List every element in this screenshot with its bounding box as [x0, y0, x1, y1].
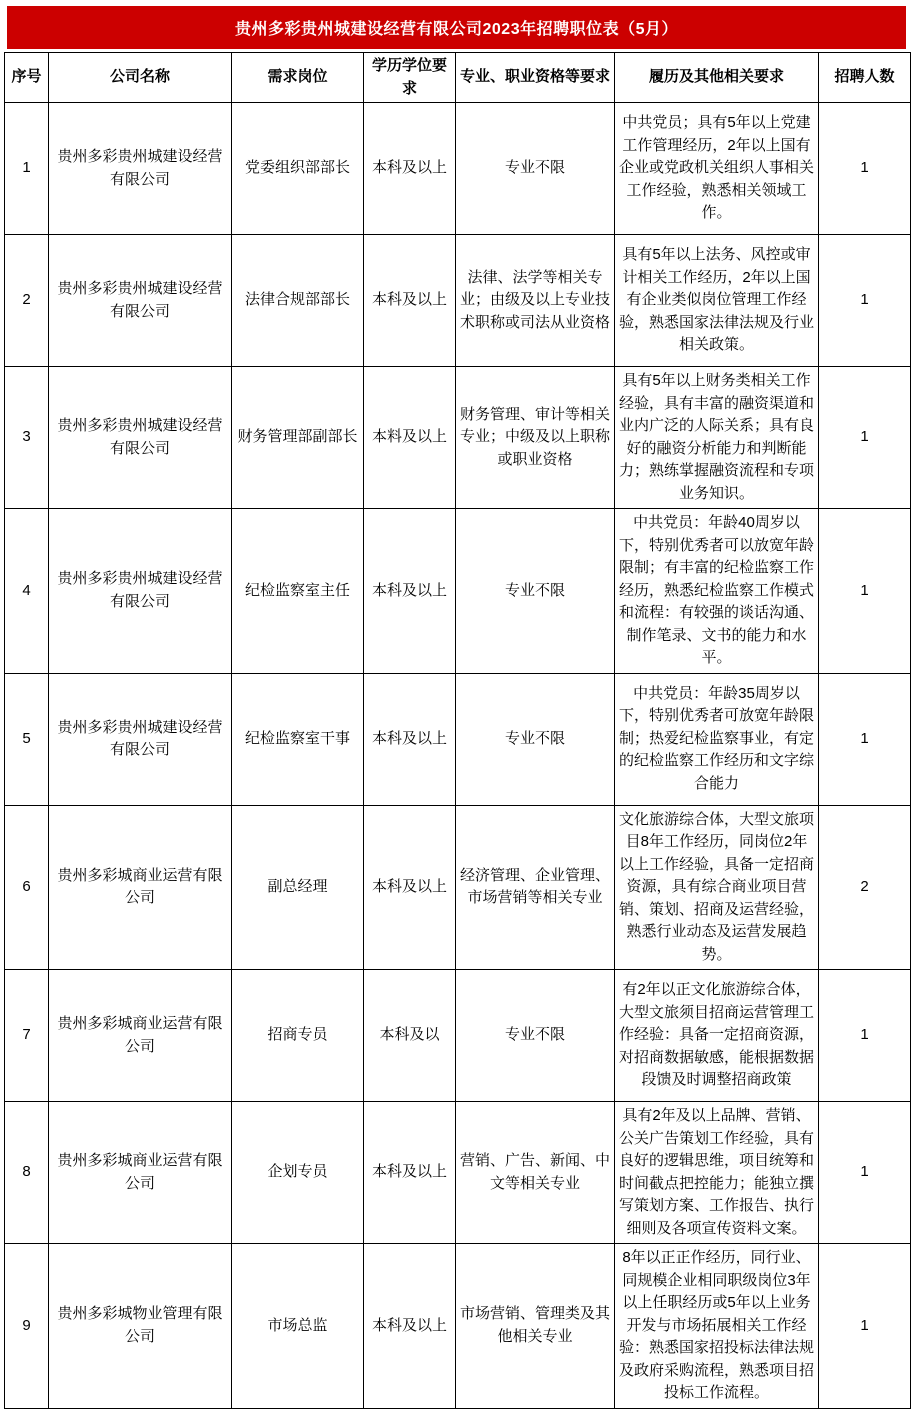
column-header-no: 序号	[5, 53, 49, 103]
cell-no: 6	[5, 805, 49, 970]
cell-major: 专业不限	[456, 509, 615, 674]
cell-requirements: 具有2年及以上品牌、营销、公关广告策划工作经验，具有良好的逻辑思维，项目统筹和时间截点把控能力；能独立撰写策划方案、工作报告、执行细则及各项宣传资料文案。	[615, 1102, 819, 1244]
cell-no: 1	[5, 103, 49, 235]
cell-position: 纪检监察室干事	[232, 673, 364, 805]
cell-education: 本科及以上	[364, 673, 456, 805]
cell-education: 本科及以	[364, 970, 456, 1102]
column-header-requirements: 履历及其他相关要求	[615, 53, 819, 103]
table-body	[5, 103, 911, 1409]
cell-major: 专业不限	[456, 970, 615, 1102]
cell-major: 法律、法学等相关专业；由级及以上专业技术职称或司法从业资格	[456, 235, 615, 367]
cell-major: 营销、广告、新闻、中文等相关专业	[456, 1102, 615, 1244]
cell-company: 贵州多彩贵州城建设经营有限公司	[49, 235, 232, 367]
cell-major: 经济管理、企业管理、市场营销等相关专业	[456, 805, 615, 970]
cell-position: 企划专员	[232, 1102, 364, 1244]
header-row	[5, 53, 911, 103]
cell-requirements: 具有5年以上财务类相关工作经验，具有丰富的融资渠道和业内广泛的人际关系；具有良好的融资分析能力和判断能力；熟练掌握融资流程和专项业务知识。	[615, 367, 819, 509]
cell-requirements: 文化旅游综合体，大型文旅项目8年工作经历，同岗位2年以上工作经验，具备一定招商资源，具有综合商业项目营销、策划、招商及运营经验，熟悉行业动态及运营发展趋势。	[615, 805, 819, 970]
cell-major: 财务管理、审计等相关专业；中级及以上职称或职业资格	[456, 367, 615, 509]
cell-position: 财务管理部副部长	[232, 367, 364, 509]
cell-no: 8	[5, 1102, 49, 1244]
column-header-position: 需求岗位	[232, 53, 364, 103]
cell-count: 1	[819, 1244, 911, 1409]
cell-education: 本科及以上	[364, 509, 456, 674]
cell-position: 党委组织部部长	[232, 103, 364, 235]
cell-count: 1	[819, 235, 911, 367]
cell-education: 本科及以上	[364, 805, 456, 970]
table-row	[5, 367, 911, 509]
cell-position: 法律合规部部长	[232, 235, 364, 367]
cell-position: 副总经理	[232, 805, 364, 970]
cell-requirements: 有2年以正文化旅游综合体，大型文旅须目招商运营管理工作经验：具备一定招商资源，对招商数据敏感，能根据数据段馈及时调整招商政策	[615, 970, 819, 1102]
table-row	[5, 1102, 911, 1244]
cell-major: 专业不限	[456, 673, 615, 805]
cell-count: 1	[819, 103, 911, 235]
cell-requirements: 8年以正正作经历，同行业、同规模企业相同职级岗位3年以上任职经历或5年以上业务开发与市场拓展相关工作经验：熟悉国家招投标法律法规及政府采购流程，熟悉项目招投标工作流程。	[615, 1244, 819, 1409]
cell-no: 3	[5, 367, 49, 509]
cell-company: 贵州多彩城商业运营有限公司	[49, 805, 232, 970]
cell-company: 贵州多彩城商业运营有限公司	[49, 970, 232, 1102]
cell-company: 贵州多彩贵州城建设经营有限公司	[49, 509, 232, 674]
cell-count: 1	[819, 970, 911, 1102]
cell-no: 7	[5, 970, 49, 1102]
cell-no: 2	[5, 235, 49, 367]
cell-requirements: 中共党员；具有5年以上党建工作管理经历，2年以上国有企业或党政机关组织人事相关工作经验，熟悉相关领域工作。	[615, 103, 819, 235]
cell-education: 本科及以上	[364, 1102, 456, 1244]
table-row	[5, 103, 911, 235]
cell-company: 贵州多彩城商业运营有限公司	[49, 1102, 232, 1244]
cell-no: 5	[5, 673, 49, 805]
cell-education: 本料及以上	[364, 367, 456, 509]
table-row	[5, 673, 911, 805]
cell-requirements: 中共党员：年龄40周岁以下，特别优秀者可以放宽年龄限制；有丰富的纪检监察工作经历，熟悉纪检监察工作模式和流程：有较强的谈话沟通、制作笔录、文书的能力和水平。	[615, 509, 819, 674]
cell-count: 1	[819, 673, 911, 805]
cell-company: 贵州多彩贵州城建设经营有限公司	[49, 367, 232, 509]
cell-position: 市场总监	[232, 1244, 364, 1409]
table-row	[5, 805, 911, 970]
cell-count: 1	[819, 509, 911, 674]
cell-education: 本科及以上	[364, 103, 456, 235]
table-row	[5, 970, 911, 1102]
recruitment-table	[4, 52, 911, 1409]
table-row	[5, 509, 911, 674]
cell-no: 4	[5, 509, 49, 674]
cell-major: 专业不限	[456, 103, 615, 235]
page-title: 贵州多彩贵州城建设经营有限公司2023年招聘职位表（5月）	[7, 6, 906, 49]
cell-company: 贵州多彩贵州城建设经营有限公司	[49, 103, 232, 235]
cell-position: 纪检监察室主任	[232, 509, 364, 674]
cell-requirements: 中共党员：年龄35周岁以下，特别优秀者可放宽年龄限制；热爱纪检监察事业，有定的纪检监察工作经历和文字综合能力	[615, 673, 819, 805]
cell-major: 市场营销、管理类及其他相关专业	[456, 1244, 615, 1409]
cell-company: 贵州多彩城物业管理有限公司	[49, 1244, 232, 1409]
cell-company: 贵州多彩贵州城建设经营有限公司	[49, 673, 232, 805]
cell-position: 招商专员	[232, 970, 364, 1102]
cell-education: 本科及以上	[364, 1244, 456, 1409]
cell-no: 9	[5, 1244, 49, 1409]
table-row	[5, 235, 911, 367]
column-header-education: 学历学位要求	[364, 53, 456, 103]
cell-education: 本科及以上	[364, 235, 456, 367]
column-header-count: 招聘人数	[819, 53, 911, 103]
column-header-major: 专业、职业资格等要求	[456, 53, 615, 103]
cell-count: 2	[819, 805, 911, 970]
table-row	[5, 1244, 911, 1409]
cell-count: 1	[819, 1102, 911, 1244]
cell-requirements: 具有5年以上法务、风控或审计相关工作经历，2年以上国有企业类似岗位管理工作经验，熟悉国家法律法规及行业相关政策。	[615, 235, 819, 367]
column-header-company: 公司名称	[49, 53, 232, 103]
cell-count: 1	[819, 367, 911, 509]
